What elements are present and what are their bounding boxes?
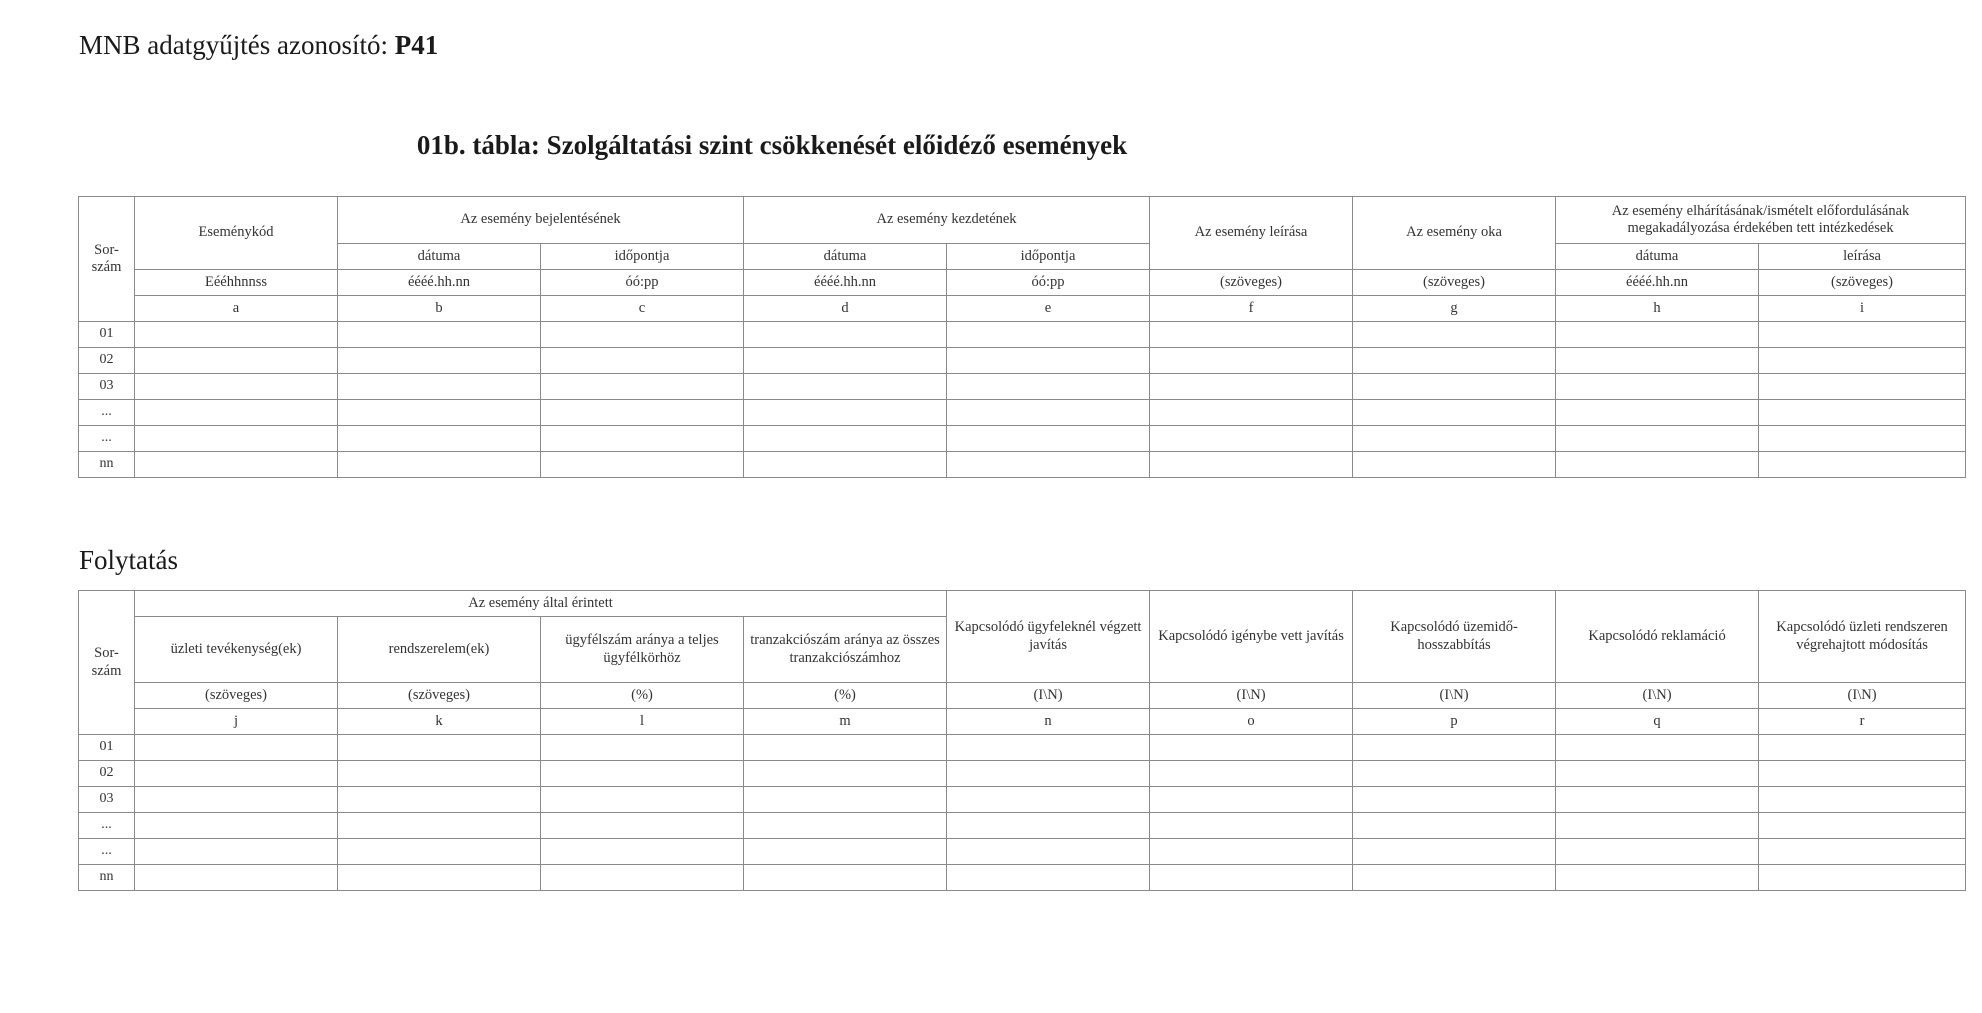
code-cell: n [947,709,1150,735]
sorszam-header: Sor-szám [79,197,135,322]
data-cell[interactable] [338,426,541,452]
code-cell: a [135,296,338,322]
data-cell[interactable] [135,839,338,865]
events-table [78,196,1966,478]
code-cell: i [1759,296,1966,322]
data-cell[interactable] [744,839,947,865]
rendszerelem-header: rendszerelem(ek) [338,617,541,683]
code-cell: c [541,296,744,322]
elharitas-leirasa-header: leírása [1759,244,1966,270]
kezdet-group-header: Az esemény kezdetének [744,197,1150,244]
tranzakcioszam-arany-header: tranzakciószám aránya az összes tranzakciószámhoz [744,617,947,683]
data-cell[interactable] [947,787,1150,813]
format-row [79,270,1966,296]
data-cell[interactable] [1556,865,1759,891]
data-cell[interactable] [1556,374,1759,400]
table-row [79,322,1966,348]
data-cell[interactable] [744,735,947,761]
data-cell[interactable] [947,761,1150,787]
data-cell[interactable] [947,374,1150,400]
data-cell[interactable] [1353,426,1556,452]
data-cell[interactable] [1353,735,1556,761]
row-number: 01 [79,322,135,348]
row-number: 03 [79,787,135,813]
table-row [79,813,1966,839]
data-cell[interactable] [744,865,947,891]
data-cell[interactable] [1759,322,1966,348]
data-cell[interactable] [1150,787,1353,813]
format-cell: (%) [744,683,947,709]
data-cell[interactable] [1556,452,1759,478]
bejelentes-idopontja-header: időpontja [541,244,744,270]
format-cell: óó:pp [947,270,1150,296]
data-cell[interactable] [1556,813,1759,839]
data-cell[interactable] [1353,839,1556,865]
code-cell: r [1759,709,1966,735]
data-cell[interactable] [1150,813,1353,839]
code-cell: k [338,709,541,735]
data-cell[interactable] [1353,452,1556,478]
format-row [79,683,1966,709]
data-cell[interactable] [1759,735,1966,761]
code-cell: m [744,709,947,735]
table-title: 01b. tábla: Szolgáltatási szint csökkenését előidéző események [416,130,1128,160]
data-cell[interactable] [1556,322,1759,348]
data-cell[interactable] [338,761,541,787]
leiras-header: Az esemény leírása [1150,197,1353,270]
row-number: 02 [79,348,135,374]
data-cell[interactable] [338,374,541,400]
data-cell[interactable] [947,813,1150,839]
data-cell[interactable] [947,322,1150,348]
uzemido-header: Kapcsolódó üzemidő-hosszabbítás [1353,591,1556,683]
code-row [79,709,1966,735]
format-cell: (szöveges) [135,683,338,709]
data-cell[interactable] [744,787,947,813]
table-row [79,426,1966,452]
data-cell[interactable] [135,813,338,839]
data-cell[interactable] [1353,374,1556,400]
data-cell[interactable] [1150,735,1353,761]
data-cell[interactable] [1150,865,1353,891]
row-number: ... [79,400,135,426]
data-cell[interactable] [947,452,1150,478]
data-cell[interactable] [1353,348,1556,374]
data-cell[interactable] [1150,400,1353,426]
data-cell[interactable] [338,865,541,891]
row-number: nn [79,452,135,478]
sorszam-header: Sor-szám [79,591,135,735]
data-cell[interactable] [338,348,541,374]
data-cell[interactable] [135,452,338,478]
code-cell: e [947,296,1150,322]
code-cell: p [1353,709,1556,735]
elharitas-datuma-header: dátuma [1556,244,1759,270]
data-cell[interactable] [135,400,338,426]
data-cell[interactable] [338,322,541,348]
kezdet-datuma-header: dátuma [744,244,947,270]
table-row [79,865,1966,891]
format-cell: (I\N) [1150,683,1353,709]
data-cell[interactable] [1150,839,1353,865]
data-cell[interactable] [1150,348,1353,374]
table-row [79,452,1966,478]
oka-header: Az esemény oka [1353,197,1556,270]
data-cell[interactable] [135,865,338,891]
code-row [79,296,1966,322]
format-cell: (%) [541,683,744,709]
code-cell: l [541,709,744,735]
data-cell[interactable] [1556,426,1759,452]
data-cell[interactable] [744,452,947,478]
data-cell[interactable] [1759,761,1966,787]
data-cell[interactable] [1759,400,1966,426]
data-cell[interactable] [541,426,744,452]
continuation-table [78,590,1966,891]
igenybe-javitas-header: Kapcsolódó igénybe vett javítás [1150,591,1353,683]
data-cell[interactable] [744,813,947,839]
code-cell: f [1150,296,1353,322]
data-cell[interactable] [338,735,541,761]
data-cell[interactable] [1759,813,1966,839]
data-cell[interactable] [1353,400,1556,426]
format-cell: (szöveges) [1150,270,1353,296]
table-row [79,839,1966,865]
data-cell[interactable] [541,452,744,478]
table-row [79,787,1966,813]
data-cell[interactable] [947,348,1150,374]
code-cell: b [338,296,541,322]
data-cell[interactable] [541,322,744,348]
code-cell: g [1353,296,1556,322]
data-cell[interactable] [135,348,338,374]
data-cell[interactable] [1353,813,1556,839]
row-number: ... [79,813,135,839]
data-cell[interactable] [541,348,744,374]
code-cell: o [1150,709,1353,735]
data-cell[interactable] [541,813,744,839]
format-cell: (I\N) [1556,683,1759,709]
data-cell[interactable] [744,761,947,787]
data-cell[interactable] [744,348,947,374]
format-cell: éééé.hh.nn [744,270,947,296]
data-cell[interactable] [1353,865,1556,891]
data-cell[interactable] [1556,839,1759,865]
data-cell[interactable] [744,426,947,452]
data-cell[interactable] [541,374,744,400]
data-cell[interactable] [338,452,541,478]
data-cell[interactable] [1150,452,1353,478]
data-cell[interactable] [135,787,338,813]
table-row [79,400,1966,426]
data-cell[interactable] [1150,761,1353,787]
data-cell[interactable] [338,839,541,865]
data-cell[interactable] [135,322,338,348]
data-cell[interactable] [135,735,338,761]
continuation-title: Folytatás [79,545,178,575]
format-cell: (I\N) [1759,683,1966,709]
row-number: nn [79,865,135,891]
data-cell[interactable] [947,400,1150,426]
data-cell[interactable] [135,761,338,787]
table-row [79,348,1966,374]
data-cell[interactable] [1353,787,1556,813]
data-cell[interactable] [1556,787,1759,813]
format-cell: (I\N) [1353,683,1556,709]
data-cell[interactable] [1556,348,1759,374]
format-cell: (szöveges) [1759,270,1966,296]
esemenykod-header: Eseménykód [135,197,338,270]
row-number: 02 [79,761,135,787]
data-cell[interactable] [1759,452,1966,478]
uzleti-tevekenyseg-header: üzleti tevékenység(ek) [135,617,338,683]
elharitas-group-header: Az esemény elhárításának/ismételt előfordulásának megakadályozása érdekében tett intézkedések [1556,197,1966,244]
data-cell[interactable] [135,426,338,452]
ugyfelszam-arany-header: ügyfélszám aránya a teljes ügyfélkörhöz [541,617,744,683]
row-number: 03 [79,374,135,400]
erintett-group-header: Az esemény által érintett [135,591,947,617]
data-cell[interactable] [947,839,1150,865]
format-cell: éééé.hh.nn [1556,270,1759,296]
data-cell[interactable] [338,787,541,813]
row-number: ... [79,426,135,452]
data-cell[interactable] [744,374,947,400]
data-cell[interactable] [1759,787,1966,813]
data-cell[interactable] [1150,374,1353,400]
collection-id-label: MNB adatgyűjtés azonosító: [79,30,388,60]
data-cell[interactable] [541,735,744,761]
bejelentes-datuma-header: dátuma [338,244,541,270]
data-cell[interactable] [947,735,1150,761]
data-cell[interactable] [541,839,744,865]
format-cell: (szöveges) [1353,270,1556,296]
data-cell[interactable] [1759,839,1966,865]
bejelentes-group-header: Az esemény bejelentésének [338,197,744,244]
data-cell[interactable] [1556,761,1759,787]
data-cell[interactable] [1556,400,1759,426]
data-cell[interactable] [541,787,744,813]
format-cell: (I\N) [947,683,1150,709]
data-cell[interactable] [338,813,541,839]
data-cell[interactable] [1759,348,1966,374]
data-cell[interactable] [1150,426,1353,452]
table-row [79,735,1966,761]
data-cell[interactable] [135,374,338,400]
data-cell[interactable] [1759,865,1966,891]
data-cell[interactable] [1759,426,1966,452]
code-cell: h [1556,296,1759,322]
data-cell[interactable] [1353,322,1556,348]
row-number: ... [79,839,135,865]
data-cell[interactable] [1353,761,1556,787]
ugyfel-javitas-header: Kapcsolódó ügyfeleknél végzett javítás [947,591,1150,683]
data-cell[interactable] [541,400,744,426]
data-cell[interactable] [947,865,1150,891]
data-cell[interactable] [744,322,947,348]
code-cell: j [135,709,338,735]
format-cell: (szöveges) [338,683,541,709]
modositas-header: Kapcsolódó üzleti rendszeren végrehajtott módosítás [1759,591,1966,683]
data-cell[interactable] [1556,735,1759,761]
collection-id-line [79,30,438,61]
reklamacio-header: Kapcsolódó reklamáció [1556,591,1759,683]
format-cell: óó:pp [541,270,744,296]
data-cell[interactable] [541,761,744,787]
kezdet-idopontja-header: időpontja [947,244,1150,270]
row-number: 01 [79,735,135,761]
table-row [79,374,1966,400]
data-cell[interactable] [1759,374,1966,400]
data-cell[interactable] [947,426,1150,452]
data-cell[interactable] [1150,322,1353,348]
code-cell: d [744,296,947,322]
collection-id-value: P41 [394,30,439,60]
code-cell: q [1556,709,1759,735]
data-cell[interactable] [744,400,947,426]
data-cell[interactable] [541,865,744,891]
table-row [79,761,1966,787]
format-cell: éééé.hh.nn [338,270,541,296]
format-cell: Eééhhnnss [135,270,338,296]
data-cell[interactable] [338,400,541,426]
